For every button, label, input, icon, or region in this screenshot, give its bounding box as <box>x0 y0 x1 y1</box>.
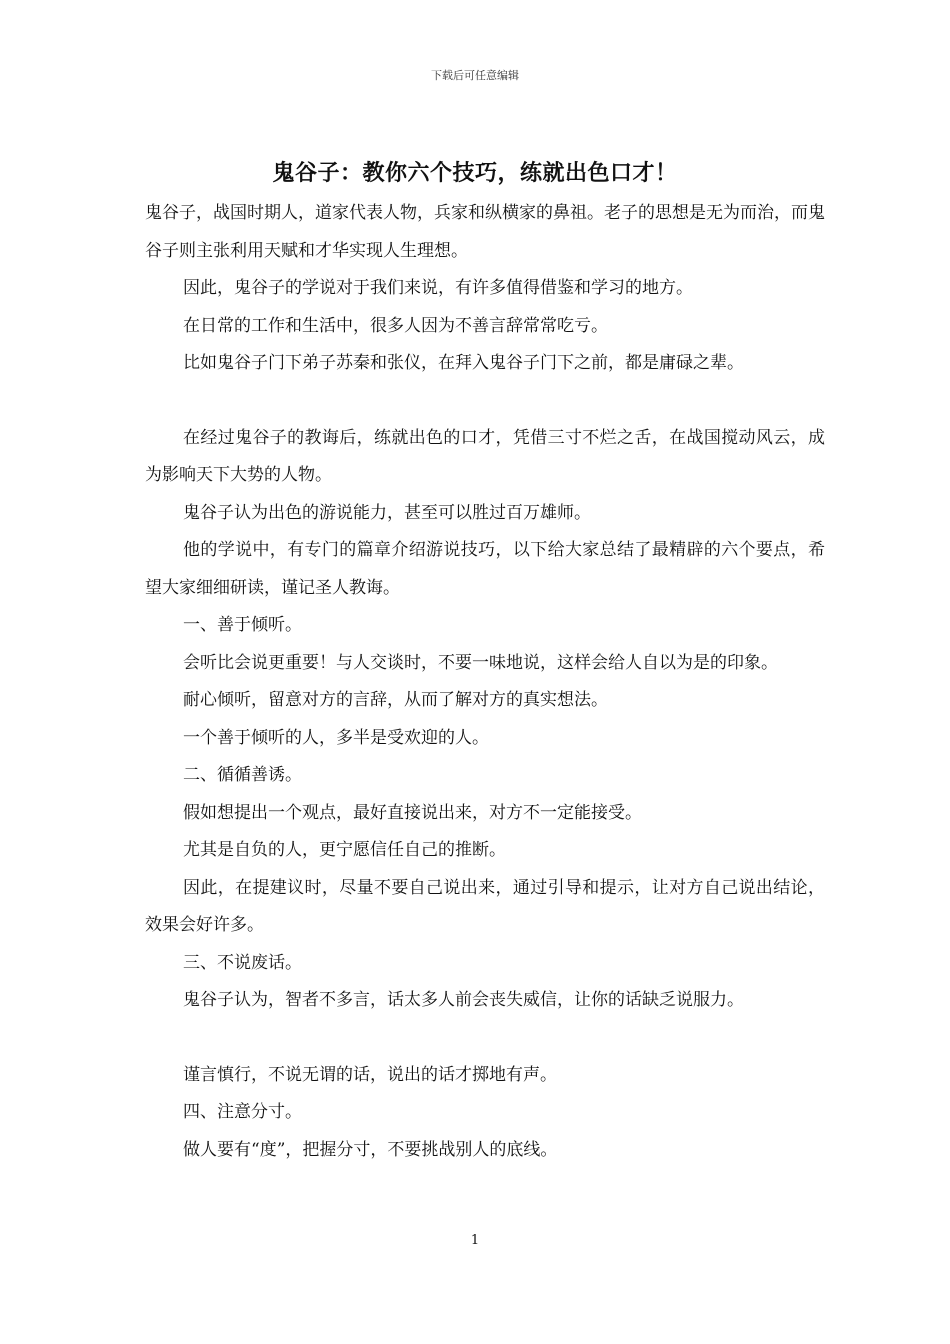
paragraph: 因此，在提建议时，尽量不要自己说出来，通过引导和提示，让对方自己说出结论，效果会好许多。 <box>145 877 825 935</box>
paragraph: 他的学说中，有专门的篇章介绍游说技巧，以下给大家总结了最精辟的六个要点，希望大家细细研读，谨记圣人教诲。 <box>145 540 825 598</box>
paragraph: 谨言慎行，不说无谓的话，说出的话才掷地有声。 <box>183 1064 557 1085</box>
paragraph: 会听比会说更重要！与人交谈时，不要一味地说，这样会给人自以为是的印象。 <box>183 652 778 673</box>
paragraph: 耐心倾听，留意对方的言辞，从而了解对方的真实想法。 <box>183 690 608 710</box>
paragraph: 因此，鬼谷子的学说对于我们来说，有许多值得借鉴和学习的地方。 <box>183 278 693 298</box>
document-body <box>145 195 825 1169</box>
paragraph: 在经过鬼谷子的教诲后，练就出色的口才，凭借三寸不烂之舌，在战国搅动风云，成为影响天下大势的人物。 <box>145 427 825 485</box>
paragraph: 一个善于倾听的人，多半是受欢迎的人。 <box>183 727 489 748</box>
section-heading-1: 一、善于倾听。 <box>183 615 302 635</box>
paragraph: 假如想提出一个观点，最好直接说出来，对方不一定能接受。 <box>183 802 642 823</box>
page-header: 下载后可任意编辑 <box>431 69 519 82</box>
paragraph-intro: 鬼谷子，战国时期人，道家代表人物，兵家和纵横家的鼻祖。老子的思想是无为而治，而鬼谷子则主张利用天赋和才华实现人生理想。 <box>145 203 825 261</box>
paragraph: 做人要有“度”，把握分寸，不要挑战别人的底线。 <box>183 1139 558 1160</box>
page-number: 1 <box>470 1233 480 1248</box>
document-title: 鬼谷子：教你六个技巧，练就出色口才！ <box>272 160 678 186</box>
paragraph: 尤其是自负的人，更宁愿信任自己的推断。 <box>183 840 506 860</box>
paragraph: 在日常的工作和生活中，很多人因为不善言辞常常吃亏。 <box>183 315 608 336</box>
paragraph: 比如鬼谷子门下弟子苏秦和张仪，在拜入鬼谷子门下之前，都是庸碌之辈。 <box>183 353 744 373</box>
section-heading-2: 二、循循善诱。 <box>183 765 302 785</box>
section-heading-3: 三、不说废话。 <box>183 952 302 973</box>
paragraph: 鬼谷子认为，智者不多言，话太多人前会丧失威信，让你的话缺乏说服力。 <box>183 990 744 1010</box>
paragraph: 鬼谷子认为出色的游说能力，甚至可以胜过百万雄师。 <box>183 502 591 523</box>
section-heading-4: 四、注意分寸。 <box>183 1102 302 1122</box>
